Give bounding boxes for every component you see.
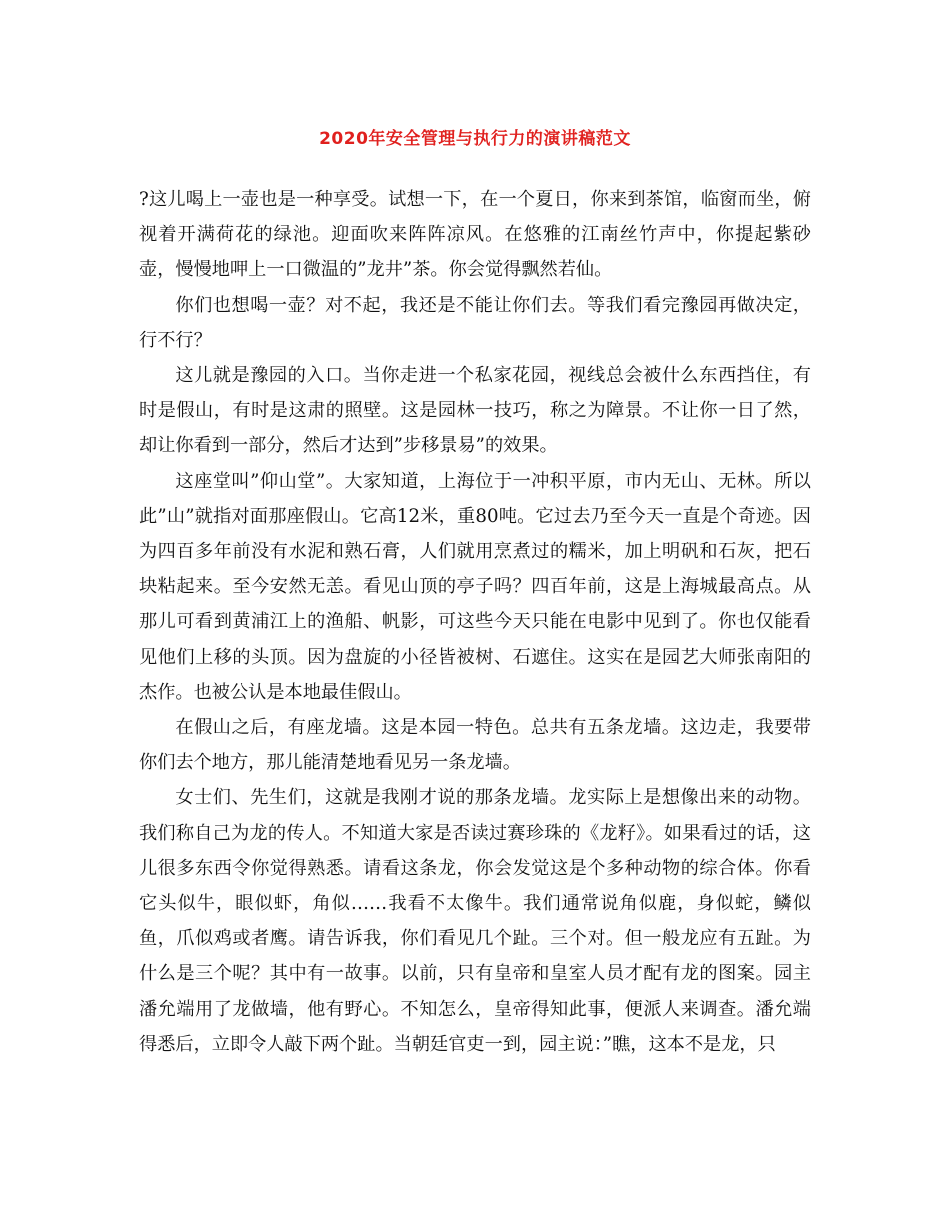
paragraph: 你们也想喝一壶？对不起，我还是不能让你们去。等我们看完豫园再做决定，行不行？ [139,294,811,351]
paragraph: ?这儿喝上一壶也是一种享受。试想一下，在一个夏日，你来到茶馆，临窗而坐，俯视着开满荷花的绿池。迎面吹来阵阵凉风。在悠雅的江南丝竹声中，你提起紫砂壶，慢慢地呷上一口微温的”龙井”茶。你会觉得飘然若仙。 [139,189,811,281]
paragraph: 这儿就是豫园的入口。当你走进一个私家花园，视线总会被什么东西挡住，有时是假山，有时是这肃的照壁。这是园林一技巧，称之为障景。不让你一日了然，却让你看到一部分，然后才达到”步移景易”的效果。 [139,365,811,457]
paragraph: 女士们、先生们，这就是我刚才说的那条龙墙。龙实际上是想像出来的动物。我们称自己为龙的传人。不知道大家是否读过赛珍珠的《龙籽》。如果看过的话，这儿很多东西令你觉得熟悉。请看这条龙，你会发觉这是个多种动物的综合体。你看它头似牛，眼似虾，角似……我看不太像牛。我们通常说角似鹿，身似蛇，鳞似鱼，爪似鸡或者鹰。请告诉我，你们看见几个趾。三个对。但一般龙应有五趾。为什么是三个呢？其中有一故事。以前，只有皇帝和皇室人员才配有龙的图案。园主潘允端用了龙做墙，他有野心。不知怎么，皇帝得知此事，便派人来调查。潘允端得悉后，立即令人敲下两个趾。当朝廷官吏一到，园主说：”瞧，这本不是龙，只 [139,787,811,1055]
document-title: 2020年安全管理与执行力的演讲稿范文 [319,129,631,149]
paragraph: 这座堂叫”仰山堂”。大家知道，上海位于一冲积平原，市内无山、无林。所以此”山”就指对面那座假山。它高12米，重80吨。它过去乃至今天一直是个奇迹。因为四百多年前没有水泥和熟石膏，人们就用烹煮过的糯米，加上明矾和石灰，把石块粘起来。至今安然无恙。看见山顶的亭子吗？四百年前，这是上海城最高点。从那儿可看到黄浦江上的渔船、帆影，可这些今天只能在电影中见到了。你也仅能看见他们上移的头顶。因为盘旋的小径皆被树、石遮住。这实在是园艺大师张南阳的杰作。也被公认是本地最佳假山。 [139,470,811,703]
paragraph: 在假山之后，有座龙墙。这是本园一特色。总共有五条龙墙。这边走，我要带你们去个地方，那儿能清楚地看见另一条龙墙。 [139,717,811,774]
document-body [139,182,811,1062]
